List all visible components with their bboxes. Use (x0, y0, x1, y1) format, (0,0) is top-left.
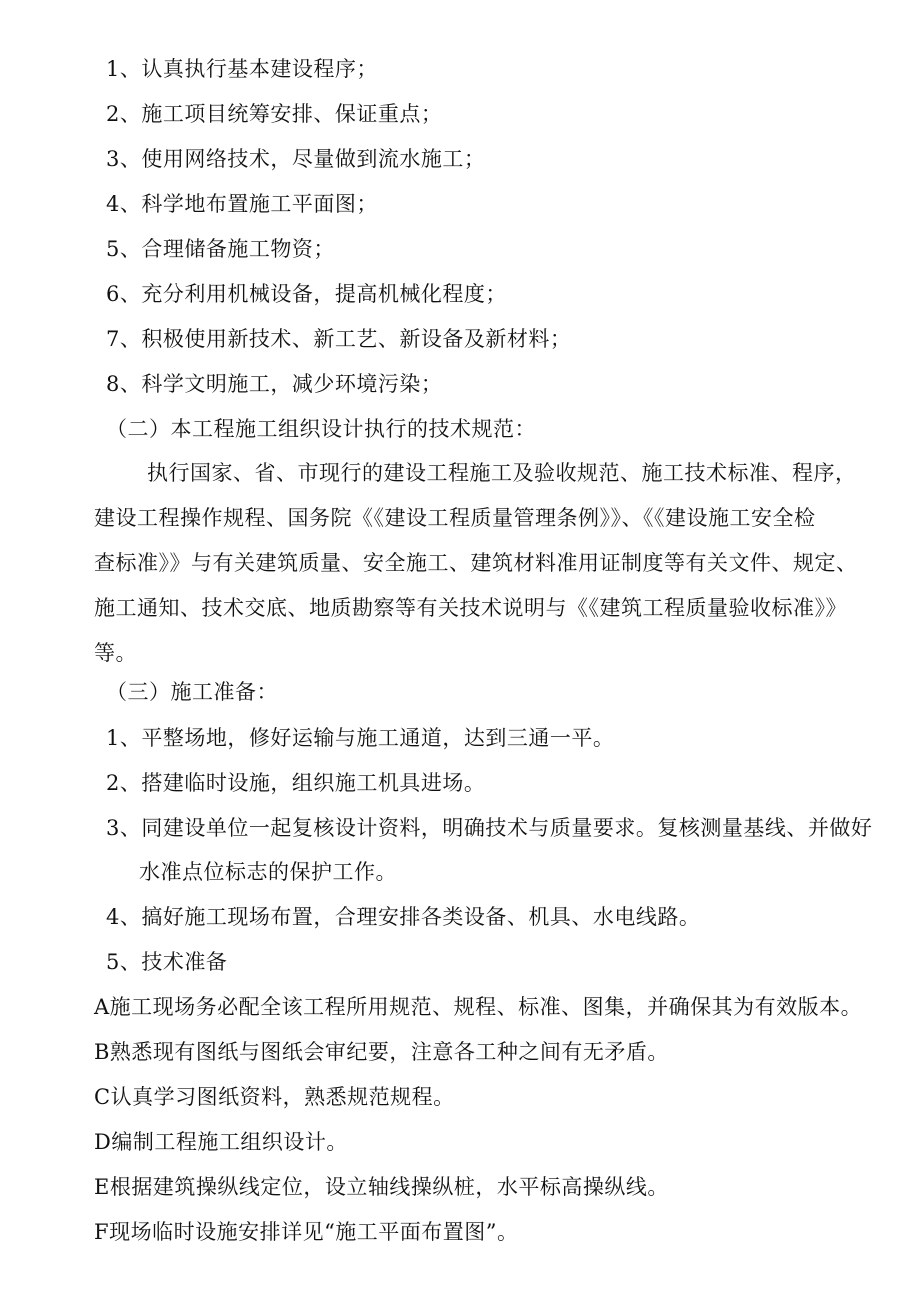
prep-item-3: 3、同建设单位一起复核设计资料，明确技术与质量要求。复核测量基线、并做好 (106, 816, 873, 840)
prep-item-3-continued: 水准点位标志的保护工作。 (139, 860, 397, 884)
principle-item-8: 8、科学文明施工，减少环境污染； (106, 372, 443, 396)
section-3-heading: （三）施工准备： (106, 680, 278, 704)
tech-prep-item-b: B熟悉现有图纸与图纸会审纪要，注意各工种之间有无矛盾。 (94, 1040, 669, 1064)
prep-item-1: 1、平整场地，修好运输与施工通道，达到三通一平。 (106, 726, 615, 750)
principle-item-5: 5、合理储备施工物资； (106, 237, 335, 261)
principle-item-7: 7、积极使用新技术、新工艺、新设备及新材料； (106, 327, 572, 351)
tech-prep-item-a: A施工现场务必配全该工程所用规范、规程、标准、图集，并确保其为有效版本。 (94, 995, 863, 1019)
prep-item-4: 4、搞好施工现场布置，合理安排各类设备、机具、水电线路。 (106, 905, 701, 929)
paragraph-line: 施工通知、技术交底、地质勘察等有关技术说明与《《建筑工程质量验收标准》》 (94, 596, 847, 620)
principle-item-6: 6、充分利用机械设备，提高机械化程度； (106, 282, 507, 306)
paragraph-line: 查标准》》与有关建筑质量、安全施工、建筑材料准用证制度等有关文件、规定、 (94, 551, 858, 575)
tech-prep-item-f: F现场临时设施安排详见“施工平面布置图”。 (94, 1220, 519, 1244)
paragraph-line: 执行国家、省、市现行的建设工程施工及验收规范、施工技术标准、程序， (147, 461, 857, 485)
paragraph-line: 等。 (94, 641, 137, 665)
section-2-paragraph (94, 451, 858, 676)
prep-item-2: 2、搭建临时设施，组织施工机具进场。 (106, 771, 486, 795)
tech-prep-item-e: E根据建筑操纵线定位，设立轴线操纵桩，水平标高操纵线。 (94, 1175, 669, 1199)
prep-item-5: 5、技术准备 (106, 950, 228, 974)
principle-item-2: 2、施工项目统筹安排、保证重点； (106, 102, 443, 126)
tech-prep-item-c: C认真学习图纸资料，熟悉规范规程。 (94, 1085, 455, 1109)
principle-item-1: 1、认真执行基本建设程序； (106, 57, 378, 81)
tech-prep-item-d: D编制工程施工组织设计。 (94, 1130, 348, 1154)
section-2-heading: （二）本工程施工组织设计执行的技术规范： (106, 417, 536, 441)
principle-item-4: 4、科学地布置施工平面图； (106, 192, 378, 216)
paragraph-line: 建设工程操作规程、国务院《《建设工程质量管理条例》》、《《建设施工安全检 (94, 506, 816, 530)
principle-item-3: 3、使用网络技术，尽量做到流水施工； (106, 147, 486, 171)
